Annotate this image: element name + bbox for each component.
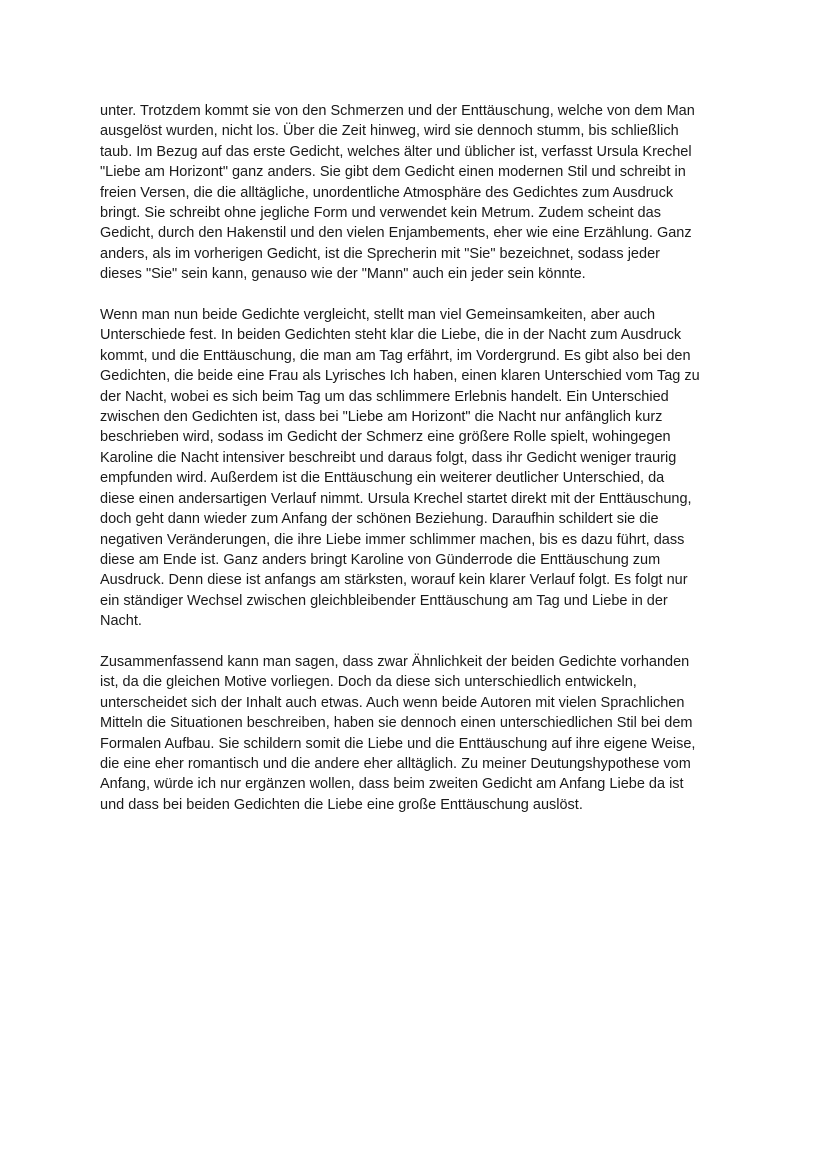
text-line: doch geht dann wieder zum Anfang der schönen Beziehung. Daraufhin schildert sie die <box>100 511 659 528</box>
paragraph-comparison-main <box>100 305 740 632</box>
text-line: freien Versen, die die alltägliche, unordentliche Atmosphäre des Gedichtes zum Ausdruck <box>100 184 674 201</box>
text-line: "Liebe am Horizont" ganz anders. Sie gibt dem Gedicht einen modernen Stil und schreibt in <box>100 164 686 181</box>
text-line: und dass bei beiden Gedichten die Liebe eine große Enttäuschung auslöst. <box>100 796 583 813</box>
text-line: der Nacht, wobei es sich beim Tag um das schlimmere Erlebnis handelt. Ein Unterschied <box>100 388 669 405</box>
text-line: Mitteln die Situationen beschreiben, haben sie dennoch einen unterschiedlichen Stil bei dem <box>100 715 693 732</box>
text-line: ausgelöst wurden, nicht los. Über die Zeit hinweg, wird sie dennoch stumm, bis schließlich <box>100 123 679 140</box>
text-line: Karoline die Nacht intensiver beschreibt und daraus folgt, dass ihr Gedicht weniger traurig <box>100 449 677 466</box>
text-line: zwischen den Gedichten ist, dass bei "Liebe am Horizont" die Nacht nur anfänglich kurz <box>100 409 663 426</box>
text-line: ist, da die gleichen Motive vorliegen. Doch da diese sich unterschiedlich entwickeln, <box>100 674 637 691</box>
text-line: anders, als im vorherigen Gedicht, ist die Sprecherin mit "Sie" bezeichnet, sodass jeder <box>100 245 660 262</box>
text-line: Ausdruck. Denn diese ist anfangs am stärksten, worauf kein klarer Verlauf folgt. Es folgt nur <box>100 572 688 589</box>
text-line: diese am Ende ist. Ganz anders bringt Karoline von Günderrode die Enttäuschung zum <box>100 551 661 568</box>
text-line: die eine eher romantisch und die andere eher alltäglich. Zu meiner Deutungshypothese vom <box>100 755 691 772</box>
paragraph-conclusion <box>100 652 740 815</box>
text-line: bringt. Sie schreibt ohne jegliche Form und verwendet kein Metrum. Zudem scheint das <box>100 205 661 222</box>
text-line: Gedichten, die beide eine Frau als Lyrisches Ich haben, einen klaren Unterschied vom Tag zu <box>100 368 700 385</box>
text-line: unterscheidet sich der Inhalt auch etwas. Auch wenn beide Autoren mit vielen Sprachlichen <box>100 694 685 711</box>
text-line: diese einen andersartigen Verlauf nimmt. Ursula Krechel startet direkt mit der Enttäuschung, <box>100 490 692 507</box>
paragraph-comparison-intro <box>100 101 740 285</box>
text-line: ein ständiger Wechsel zwischen gleichbleibender Enttäuschung am Tag und Liebe in der <box>100 592 668 609</box>
text-line: empfunden wird. Außerdem ist die Enttäuschung ein weiterer deutlicher Unterschied, da <box>100 470 665 487</box>
text-line: unter. Trotzdem kommt sie von den Schmerzen und der Enttäuschung, welche von dem Man <box>100 103 695 119</box>
text-line: Nacht. <box>100 613 142 630</box>
text-line: kommt, und die Enttäuschung, die man am Tag erfährt, im Vordergrund. Es gibt also bei den <box>100 347 691 364</box>
text-line: dieses "Sie" sein kann, genauso wie der "Mann" auch ein jeder sein könnte. <box>100 266 586 283</box>
text-line: beschrieben wird, sodass im Gedicht der Schmerz eine größere Rolle spielt, wohingegen <box>100 429 671 446</box>
text-line: Anfang, würde ich nur ergänzen wollen, dass beim zweiten Gedicht am Anfang Liebe da ist <box>100 776 684 793</box>
text-line: Zusammenfassend kann man sagen, dass zwar Ähnlichkeit der beiden Gedichte vorhanden <box>100 653 690 670</box>
text-line: taub. Im Bezug auf das erste Gedicht, welches älter und üblicher ist, verfasst Ursula Krechel <box>100 143 692 160</box>
document-page <box>100 101 740 836</box>
text-line: negativen Veränderungen, die ihre Liebe immer schlimmer machen, bis es dazu führt, dass <box>100 531 685 548</box>
text-line: Formalen Aufbau. Sie schildern somit die Liebe und die Enttäuschung auf ihre eigene Weise, <box>100 735 696 752</box>
text-line: Unterschiede fest. In beiden Gedichten steht klar die Liebe, die in der Nacht zum Ausdruck <box>100 327 682 344</box>
text-line: Gedicht, durch den Hakenstil und den vielen Enjambements, eher wie eine Erzählung. Ganz <box>100 225 692 242</box>
text-line: Wenn man nun beide Gedichte vergleicht, stellt man viel Gemeinsamkeiten, aber auch <box>100 307 656 324</box>
